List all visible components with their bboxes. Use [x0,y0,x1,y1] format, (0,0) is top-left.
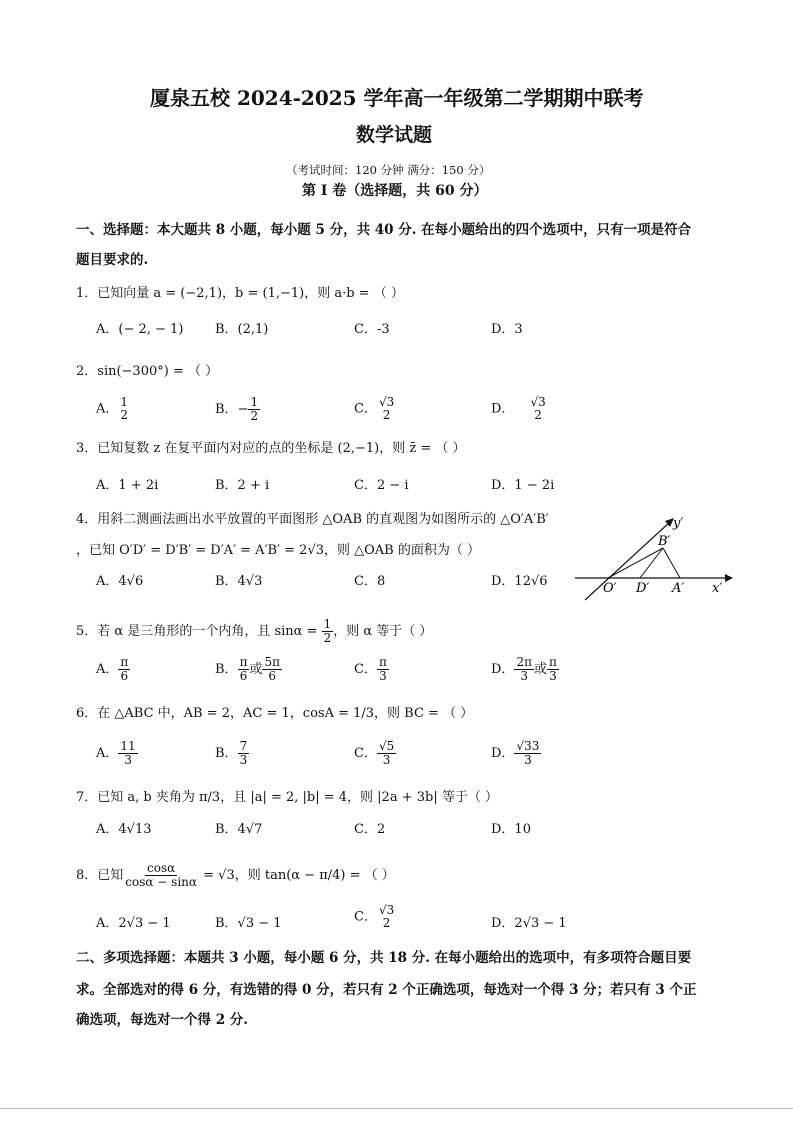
label-o: O′ [603,581,617,596]
q5-option-b: B． $\frac{\pi}{6}$ 或 $\frac{5\pi}{6}$ [215,655,280,684]
label-d: D′ [636,581,650,596]
section2-line1: 二、多项选择题：本题共 3 小题，每小题 6 分，共 18 分. 在每小题给出的选项中，有多项符合题目要 [76,950,692,966]
q7-option-a: A．4√13 [96,822,152,837]
q2-option-b: B．− $\frac{1}{2}$ [215,395,259,424]
q1-stem: 1．已知向量 a = (−2,1)，b = (1,−1)，则 a·b = （ ） [76,286,404,301]
q8-option-b: B．√3 − 1 [215,916,282,931]
q3-option-c: C．2 − i [354,478,409,493]
q2-stem: 2．sin(−300°) = （ ） [76,364,219,379]
q4-figure [570,510,735,605]
q7-stem: 7．已知 a, b 夹角为 π/3，且 |a| = 2, |b| = 4，则 |2a + 3b| 等于（ ） [76,790,498,805]
page-bottom-divider [0,1108,793,1109]
q2-option-c: C． √3 2 [354,395,395,423]
q6-option-b: B． $\frac{7}{3}$ [215,739,248,768]
exam-title: 厦泉五校 2024-2025 学年高一年级第二学期期中联考 [150,86,644,110]
section2-line2: 求。全部选对的得 6 分，有选错的得 0 分，若只有 2 个正确选项，每选对一个得 3 分；若只有 3 个正 [76,982,697,998]
section2-line3: 确选项，每选对一个得 2 分. [76,1012,248,1028]
section1-heading-line2: 题目要求的. [76,252,149,268]
label-b: B′ [658,534,671,549]
q4-option-a: A．4√6 [96,574,144,589]
x-axis-arrow [725,574,733,582]
label-y: y′ [673,516,684,531]
volume-title: 第 I 卷（选择题，共 60 分） [302,183,488,199]
exam-info: （考试时间：120 分钟 满分：150 分） [286,163,491,177]
q6-option-a: A． $\frac{11}{3}$ [96,739,136,768]
q8-option-a: A．2√3 − 1 [96,916,171,931]
label-x: x′ [712,581,723,596]
q3-option-b: B．2 + i [215,478,270,493]
q1-option-c: C．-3 [354,322,390,337]
q3-option-d: D．1 − 2i [491,478,555,493]
q3-option-a: A．1 + 2i [96,478,159,493]
segment-ab [663,548,680,578]
q5-option-c: C． $\frac{\pi}{3}$ [354,655,387,684]
label-a: A′ [672,581,685,596]
q8-stem: 8．已知 $\frac{\cos\alpha}{\cos\alpha - \sin\alpha}$ = √3，则 tan(α − π/4) = （ ） [76,861,395,890]
subject-title: 数学试题 [356,124,433,146]
q7-option-b: B．4√7 [215,822,263,837]
q5-stem: 5．若 α 是三角形的一个内角，且 sinα = $\frac{1}{2}$ ，则 α 等于（ ） [76,617,433,646]
q5-option-d: D． $\frac{2\pi}{3}$ 或 $\frac{\pi}{3}$ [491,655,557,684]
q3-stem: 3．已知复数 z 在复平面内对应的点的坐标是 (2,−1)，则 z̄ = （ ） [76,441,466,456]
q1-option-b: B．(2,1) [215,322,269,337]
segment-db [640,548,663,578]
section1-heading-line1: 一、选择题：本大题共 8 小题，每小题 5 分，共 40 分. 在每小题给出的四个选项中，只有一项是符合 [76,222,692,238]
q5-option-a: A． $\frac{\pi}{6}$ [96,655,129,684]
q4-stem-line2: ，已知 O′D′ = D′B′ = D′A′ = A′B′ = 2√3，则 △OAB 的面积为（ ） [76,543,481,558]
q4-option-d: D．12√6 [491,574,548,589]
q6-stem: 6．在 △ABC 中，AB = 2，AC = 1，cosA = 1/3，则 BC = （ ） [76,706,474,721]
q7-option-c: C．2 [354,822,386,837]
q6-option-d: D． $\frac{√33}{3}$ [491,739,540,768]
q4-option-c: C．8 [354,574,386,589]
q8-option-d: D．2√3 − 1 [491,916,567,931]
q1-option-d: D．3 [491,322,523,337]
q2-option-d: D． √3 2 [491,395,546,423]
segment-ob [608,548,663,578]
q1-option-a: A．(− 2, − 1) [96,322,184,337]
q4-option-b: B．4√3 [215,574,263,589]
q2-option-a: A． 1 2 [96,395,129,423]
q8-option-c: C． √3 2 [354,903,395,931]
q7-option-d: D．10 [491,822,531,837]
q6-option-c: C． $\frac{√5}{3}$ [354,739,395,768]
q4-stem-line1: 4．用斜二测画法画出水平放置的平面图形 △OAB 的直观图为如图所示的 △O′A′B′ [76,512,549,527]
